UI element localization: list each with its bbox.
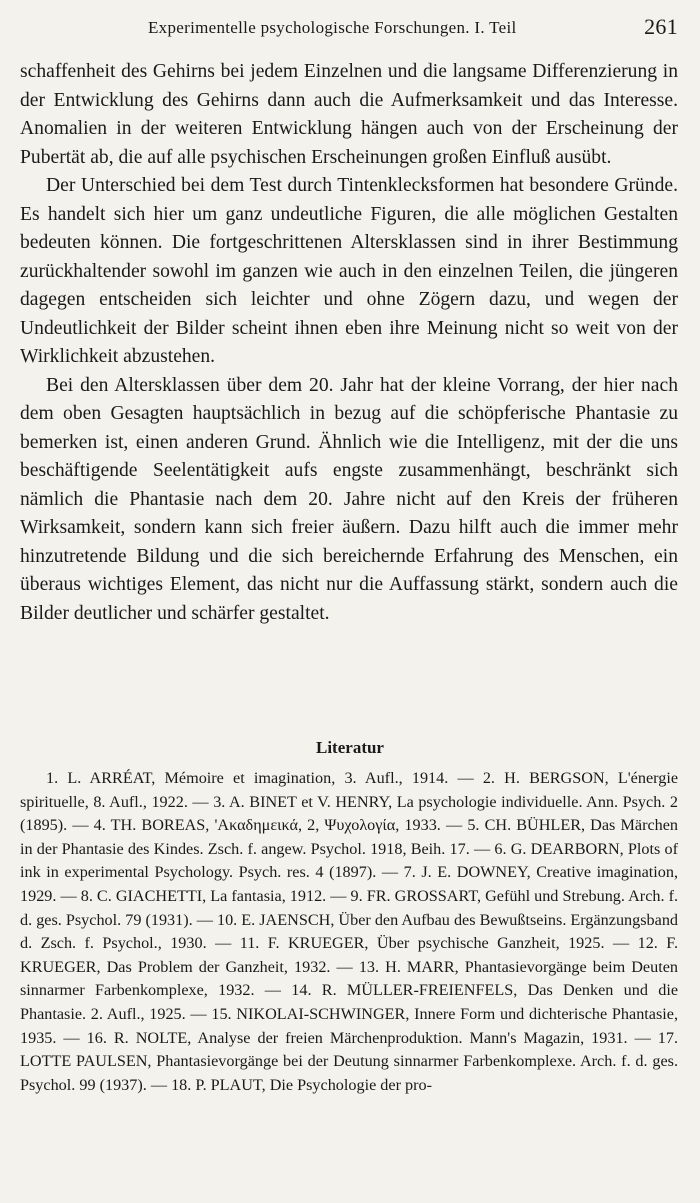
paragraph: Bei den Altersklassen über dem 20. Jahr hat der kleine Vorrang, der hier nach dem oben Gesagten hauptsächlich in bezug auf die schöpferische Phantasie zu bemerken ist, einen anderen Grund. Ähnlich wie die Intelligenz, mit der die uns beschäftigende Seelentätigkeit aufs engste zusammenhängt, beschränkt sich nämlich die Phantasie nach dem 20. Jahre nicht auf den Kreis der früheren Wirksamkeit, sondern kann sich freier äußern. Dazu hilft auch die immer mehr hinzutretende Bildung und die sich bereichernde Erfahrung des Menschen, ein überaus wichtiges Element, das nicht nur die Auffassung stärkt, sondern auch die Bilder deutlicher und schärfer gestaltet. xyxy=(20,374,678,624)
literature-entry: 6. G. DEARBORN, Plots of ink in experimental Psychology. Psych. res. 4 (1897). — xyxy=(20,839,678,882)
literature-entry: 12. F. KRUEGER, Das Problem der Ganzheit, 1932. — xyxy=(20,934,679,976)
literature-heading: Literatur xyxy=(316,738,384,757)
paragraph: schaffenheit des Gehirns bei jedem Einzelnen und die langsame Differenzierung in der Entwicklung des Gehirns dann auch die Aufmerksamkeit und das Interesse. Anomalien in der weiteren Entwicklung hängen auch von der Erscheinung der Pubertät ab, die auf alle psychischen Erscheinungen großen Einfluß ausübt. xyxy=(20,61,678,168)
literature-entry: 9. FR. GROSSART, Gefühl und Strebung. Arch. f. d. ges. Psychol. 79 (1931). — xyxy=(20,886,679,929)
literature-entry: 14. R. MÜLLER-FREIENFELS, Das Denken und die Phantasie. 2. Aufl., 1925. — xyxy=(20,981,679,1023)
paragraph: Der Unterschied bei dem Test durch Tintenklecksformen hat besondere Gründe. Es handelt sich hier um ganz undeutliche Figuren, die alle möglichen Gestalten bedeuten können. Die fortgeschrittenen Altersklassen sind in ihrer Bestimmung zurückhaltender sowohl im ganzen wie auch in den einzelnen Teilen, die jüngeren dagegen entscheiden sich leichter und ohne Zögern dazu, und wegen der Undeutlichkeit der Bilder scheint ihnen eben ihre Meinung nicht so weit von der Wirklichkeit abzustehen. xyxy=(20,175,678,367)
literature-entry: 4. TH. BOREAS, 'Ακαδημεικά, 2, Ψυχολογία, 1933. — xyxy=(93,816,463,835)
page-header xyxy=(20,14,678,44)
literature-entry: 8. C. GIACHETTI, La fantasia, 1912. — xyxy=(80,886,347,905)
literature-entry: 17. LOTTE PAULSEN, Phantasievorgänge bei der Deutung sinnarmer Farbenkomplexe. Arch. f. d. ges. Psychol. 99 (1937). — xyxy=(20,1028,679,1094)
literature-entry: 10. E. JAENSCH, Über den Aufbau des Bewußtseins. Ergänzungsband d. Zsch. f. Psychol., 1930. — xyxy=(20,910,679,953)
literature-entry: 3. A. BINET et V. HENRY, La psychologie individuelle. Ann. Psych. 2 (1895). — xyxy=(20,792,678,835)
literature-entry: 7. J. E. DOWNEY, Creative imagination, 1929. — xyxy=(20,863,678,905)
page-number: 261 xyxy=(644,14,678,39)
literature-entry: 1. L. ARRÉAT, Mémoire et imagination, 3. Aufl., 1914. — xyxy=(46,769,474,787)
running-title: Experimentelle psychologische Forschungen. I. Teil xyxy=(148,18,517,37)
literature-entry: 15. NIKOLAI-SCHWINGER, Innere Form und dichterische Phantasie, 1935. — xyxy=(20,1004,679,1047)
literature-entry: 5. CH. BÜHLER, Das Märchen in der Phantasie des Kindes. Zsch. f. angew. Psychol. 1918, Beih. 17. — xyxy=(20,816,679,858)
literature-entry: 11. F. KRUEGER, Über psychische Ganzheit, 1925. — xyxy=(239,934,630,953)
literature-entry: 2. H. BERGSON, L'énergie spirituelle, 8. Aufl., 1922. — xyxy=(20,769,678,811)
literature-entry: 16. R. NOLTE, Analyse der freien Märchenproduktion. Mann's Magazin, 1931. — xyxy=(86,1028,651,1047)
body-text xyxy=(20,58,678,628)
literature-entry: 18. P. PLAUT, Die Psychologie der pro- xyxy=(171,1075,432,1094)
literature-entry: 13. H. MARR, Phantasievorgänge beim Deuten sinnarmer Farbenkomplexe, 1932. — xyxy=(20,957,678,1000)
literature-list xyxy=(20,767,678,1097)
